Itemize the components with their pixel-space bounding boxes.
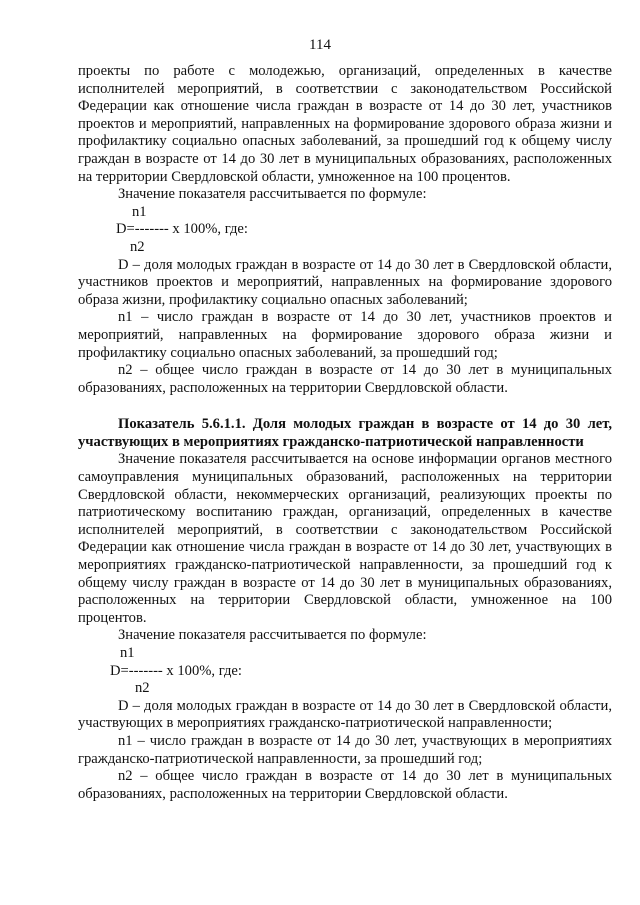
formula-1 [78,204,612,257]
formula-intro-2: Значение показателя рассчитывается по формуле: [118,627,427,644]
formula-1-expression: D=------- х 100%, где: [116,221,248,238]
intro-paragraph: проекты по работе с молодежью, организаций, определенных в качестве исполнителей мероприятий, в соответствии с законодательством Российской Федерации как отношение числа граждан в возрасте от 14 до 30 лет, участников проектов и мероприятий, направленных на формирование здорового образа жизни и профилактику социально опасных заболеваний, за прошедший год к общему числу граждан в возрасте от 14 до 30 лет в муниципальных образованиях, расположенных на территории Свердловской области, умноженное на 100 процентов. [78,63,612,185]
definition-1-n1: n1 – число граждан в возрасте от 14 до 30 лет, участников проектов и мероприятий, направленных на формирование здорового образа жизни и профилактику социально опасных заболеваний, за прошедший год; [78,309,612,361]
indicator-heading: Показатель 5.6.1.1. Доля молодых граждан в возрасте от 14 до 30 лет, участвующих в мероприятиях гражданско-патриотической направленности [78,416,612,450]
definition-2-D: D – доля молодых граждан в возрасте от 14 до 30 лет в Свердловской области, участвующих в мероприятиях гражданско-патриотической направленности; [78,697,612,732]
formula-intro-1: Значение показателя рассчитывается по формуле: [118,186,427,203]
document-body [78,63,612,803]
formula-1-denominator: n2 [130,238,145,255]
formula-2-denominator: n2 [135,680,150,697]
definition-1-D: D – доля молодых граждан в возрасте от 14 до 30 лет в Свердловской области, участников проектов и мероприятий, направленных на формирование здорового образа жизни, профилактику социально опасных заболеваний; [78,256,612,308]
indicator-paragraph: Значение показателя рассчитывается на основе информации органов местного самоуправления муниципальных образований, расположенных на территории Свердловской области, некоммерческих организаций, реализующих проекты по патриотическому воспитанию граждан, организаций, определенных в качестве исполнителей мероприятий, в соответствии с законодательством Российской Федерации как отношение числа граждан в возрасте от 14 до 30 лет, участвующих в мероприятиях гражданско-патриотической направленности, за прошедший год к общему числу граждан в возрасте от 14 до 30 лет в муниципальных образованиях, расположенных на территории Свердловской области, умноженное на 100 процентов. [78,451,612,626]
definition-2-n1: n1 – число граждан в возрасте от 14 до 30 лет, участвующих в мероприятиях гражданско-патриотической направленности, за прошедший год; [78,732,612,767]
formula-2-expression: D=------- х 100%, где: [110,662,242,679]
formula-1-numerator: n1 [132,203,147,220]
formula-2-numerator: n1 [120,645,135,661]
section-gap [78,397,612,416]
formula-2 [78,645,612,698]
definition-2-n2: n2 – общее число граждан в возрасте от 14 до 30 лет в муниципальных образованиях, расположенных на территории Свердловской области. [78,768,612,802]
definition-1-n2: n2 – общее число граждан в возрасте от 14 до 30 лет в муниципальных образованиях, расположенных на территории Свердловской области. [78,362,612,396]
page-number: 114 [309,37,331,53]
